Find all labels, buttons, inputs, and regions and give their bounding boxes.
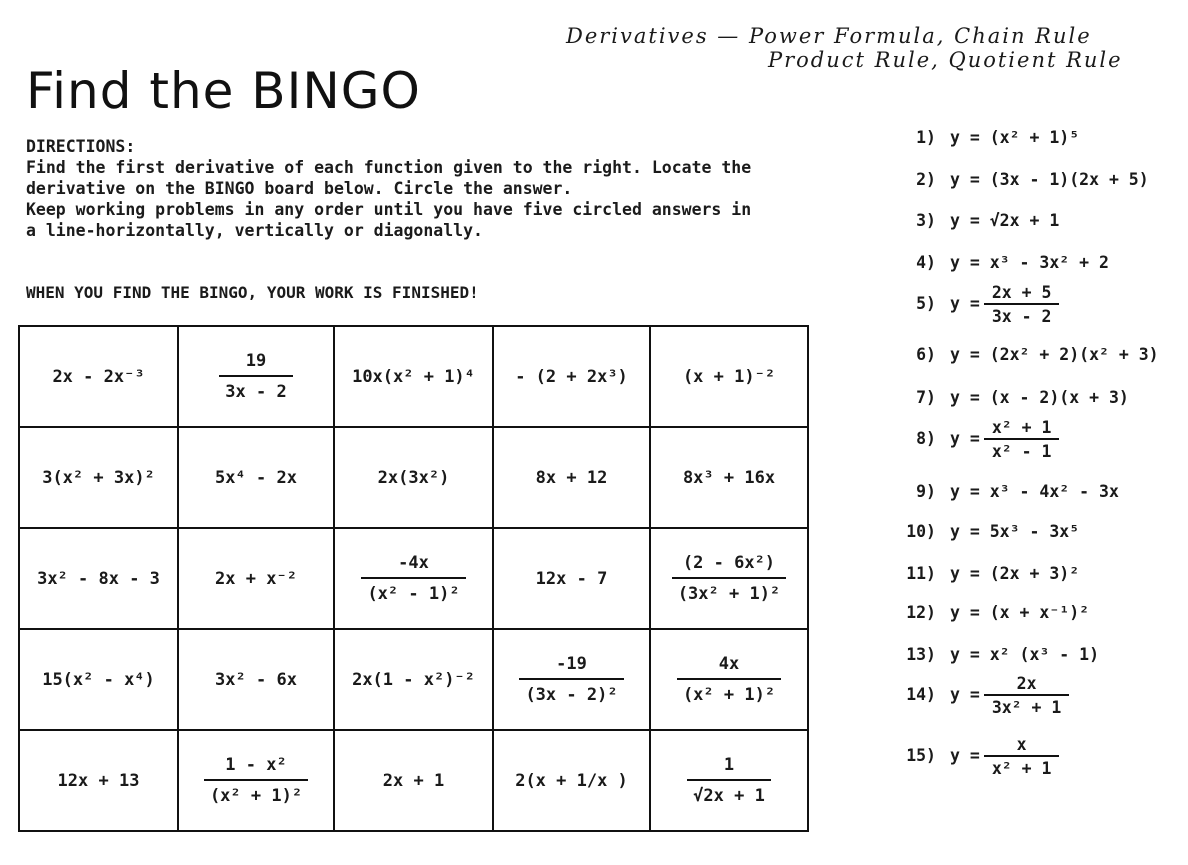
- problem-function: y =: [950, 746, 980, 765]
- directions-line: a line-horizontally, vertically or diagonally.: [26, 221, 483, 240]
- bingo-cell-expression: 2x(1 - x²)⁻²: [352, 669, 475, 690]
- problem-fraction: [984, 674, 1070, 717]
- problem-number: 4): [916, 253, 936, 272]
- fraction-numerator: 1: [723, 755, 735, 775]
- problem-number: 10): [906, 522, 936, 541]
- fraction-denominator: x² + 1: [984, 755, 1060, 778]
- problem-number: 14): [906, 685, 936, 704]
- bingo-cell[interactable]: [334, 528, 493, 629]
- problem-item: [896, 674, 1069, 717]
- handwritten-note-line-2: Product Rule, Quotient Rule: [768, 48, 1123, 72]
- problem-number: 5): [916, 294, 936, 313]
- bingo-cell[interactable]: [493, 730, 650, 831]
- problem-function: y = (2x² + 2)(x² + 3): [950, 345, 1159, 364]
- problem-number: 7): [916, 388, 936, 407]
- directions-line: Find the first derivative of each function given to the right. Locate the: [26, 158, 752, 177]
- problem-fraction: [984, 735, 1060, 778]
- fraction: [672, 553, 786, 604]
- page-title: Find the BINGO: [26, 62, 421, 120]
- problem-function: y =: [950, 685, 980, 704]
- bingo-cell[interactable]: [334, 326, 493, 427]
- directions-heading: DIRECTIONS:: [26, 137, 136, 156]
- bingo-row: [19, 528, 808, 629]
- bingo-cell-expression: 15(x² - x⁴): [42, 669, 155, 690]
- bingo-cell-expression: 3x² - 8x - 3: [37, 568, 160, 589]
- bingo-cell-expression: 3x² - 6x: [215, 669, 297, 690]
- bingo-cell[interactable]: [178, 730, 334, 831]
- fraction-numerator: x² + 1: [991, 418, 1052, 437]
- fraction-numerator: 2x: [1016, 674, 1037, 693]
- bingo-cell[interactable]: [178, 528, 334, 629]
- bingo-cell-expression: 3(x² + 3x)²: [42, 467, 155, 488]
- bingo-cell[interactable]: [650, 629, 808, 730]
- problem-fraction: [984, 418, 1060, 461]
- problem-number: 8): [916, 429, 936, 448]
- fraction: [677, 654, 781, 705]
- problem-item: [896, 645, 1099, 664]
- bingo-cell-expression: 10x(x² + 1)⁴: [352, 366, 475, 387]
- problem-function: y = x³ - 3x² + 2: [950, 253, 1109, 272]
- problem-function: y = (x² + 1)⁵: [950, 128, 1080, 147]
- problem-number: 9): [916, 482, 936, 501]
- problem-function: y =: [950, 429, 980, 448]
- problem-function: y = (3x - 1)(2x + 5): [950, 170, 1149, 189]
- fraction-numerator: 2x + 5: [991, 283, 1052, 302]
- problem-number: 3): [916, 211, 936, 230]
- bingo-cell[interactable]: [334, 730, 493, 831]
- problem-function: y = (x + x⁻¹)²: [950, 603, 1090, 622]
- fraction: [204, 755, 308, 806]
- fraction-denominator: (3x² + 1)²: [672, 577, 786, 604]
- bingo-cell[interactable]: [178, 326, 334, 427]
- problem-item: [896, 482, 1119, 501]
- fraction-numerator: 19: [245, 351, 267, 371]
- problem-function: y = 5x³ - 3x⁵: [950, 522, 1080, 541]
- directions-line: Keep working problems in any order until you have five circled answers in: [26, 200, 752, 219]
- problem-function: y = x² (x³ - 1): [950, 645, 1100, 664]
- problem-number: 13): [906, 645, 936, 664]
- problem-number: 11): [906, 564, 936, 583]
- fraction-denominator: (x² - 1)²: [361, 577, 465, 604]
- problem-item: [896, 211, 1059, 230]
- bingo-row: [19, 427, 808, 528]
- bingo-cell[interactable]: [334, 629, 493, 730]
- fraction-numerator: -19: [556, 654, 587, 674]
- problem-item: [896, 388, 1129, 407]
- bingo-cell[interactable]: [178, 427, 334, 528]
- problem-item: [896, 283, 1059, 326]
- bingo-board: [18, 325, 809, 832]
- fraction-denominator: 3x - 2: [984, 303, 1060, 326]
- bingo-cell[interactable]: [650, 730, 808, 831]
- bingo-cell-expression: 2x(3x²): [377, 467, 450, 488]
- problem-function: y = x³ - 4x² - 3x: [950, 482, 1119, 501]
- fraction-denominator: (3x - 2)²: [519, 678, 623, 705]
- bingo-cell[interactable]: [19, 528, 178, 629]
- problem-item: [896, 735, 1059, 778]
- directions: [26, 136, 806, 241]
- problem-number: 15): [906, 746, 936, 765]
- bingo-cell[interactable]: [493, 629, 650, 730]
- fraction-denominator: (x² + 1)²: [204, 779, 308, 806]
- bingo-row: [19, 326, 808, 427]
- problem-item: [896, 522, 1079, 541]
- problem-function: y = (x - 2)(x + 3): [950, 388, 1129, 407]
- fraction-numerator: x: [1016, 735, 1027, 754]
- fraction-numerator: 1 - x²: [225, 755, 287, 775]
- problem-function: y = (2x + 3)²: [950, 564, 1080, 583]
- bingo-cell[interactable]: [19, 427, 178, 528]
- finished-note: WHEN YOU FIND THE BINGO, YOUR WORK IS FINISHED!: [26, 283, 479, 302]
- bingo-cell[interactable]: [19, 730, 178, 831]
- bingo-cell-expression: 2x + 1: [382, 770, 445, 791]
- bingo-cell-expression: - (2 + 2x³): [515, 366, 628, 387]
- bingo-cell-expression: 2x + x⁻²: [215, 568, 297, 589]
- fraction: [687, 755, 771, 806]
- bingo-cell[interactable]: [493, 427, 650, 528]
- problem-number: 1): [916, 128, 936, 147]
- problem-item: [896, 603, 1089, 622]
- problem-number: 2): [916, 170, 936, 189]
- bingo-cell-expression: 12x + 13: [57, 770, 140, 791]
- bingo-row: [19, 730, 808, 831]
- fraction-denominator: √2x + 1: [687, 779, 771, 806]
- problem-fraction: [984, 283, 1060, 326]
- fraction: [361, 553, 465, 604]
- problem-item: [896, 345, 1159, 364]
- problem-item: [896, 418, 1059, 461]
- bingo-cell-expression: (x + 1)⁻²: [682, 366, 776, 387]
- bingo-cell-expression: 12x - 7: [535, 568, 608, 589]
- fraction-numerator: -4x: [398, 553, 429, 573]
- fraction: [219, 351, 292, 402]
- problem-item: [896, 170, 1149, 189]
- handwritten-note-line-1: Derivatives — Power Formula, Chain Rule: [566, 24, 1092, 48]
- bingo-cell[interactable]: [19, 629, 178, 730]
- fraction-denominator: 3x² + 1: [984, 694, 1070, 717]
- bingo-cell-expression: 2(x + 1/x ): [515, 770, 628, 791]
- fraction-denominator: (x² + 1)²: [677, 678, 781, 705]
- fraction-denominator: 3x - 2: [219, 375, 292, 402]
- bingo-cell[interactable]: [650, 427, 808, 528]
- problem-function: y =: [950, 294, 980, 313]
- bingo-cell[interactable]: [650, 326, 808, 427]
- bingo-cell-expression: 5x⁴ - 2x: [215, 467, 297, 488]
- bingo-cell-expression: 8x³ + 16x: [682, 467, 776, 488]
- problem-item: [896, 564, 1079, 583]
- problem-item: [896, 128, 1079, 147]
- bingo-cell[interactable]: [650, 528, 808, 629]
- bingo-cell[interactable]: [334, 427, 493, 528]
- fraction: [519, 654, 623, 705]
- bingo-cell[interactable]: [178, 629, 334, 730]
- problem-item: [896, 253, 1109, 272]
- problem-number: 12): [906, 603, 936, 622]
- directions-line: derivative on the BINGO board below. Circle the answer.: [26, 179, 573, 198]
- fraction-numerator: (2 - 6x²): [682, 553, 776, 573]
- fraction-numerator: 4x: [718, 654, 740, 674]
- bingo-cell[interactable]: [19, 326, 178, 427]
- bingo-row: [19, 629, 808, 730]
- problem-number: 6): [916, 345, 936, 364]
- bingo-cell[interactable]: [493, 326, 650, 427]
- problem-function: y = √2x + 1: [950, 211, 1060, 230]
- bingo-cell-expression: 8x + 12: [535, 467, 608, 488]
- bingo-cell[interactable]: [493, 528, 650, 629]
- fraction-denominator: x² - 1: [984, 438, 1060, 461]
- bingo-cell-expression: 2x - 2x⁻³: [52, 366, 145, 387]
